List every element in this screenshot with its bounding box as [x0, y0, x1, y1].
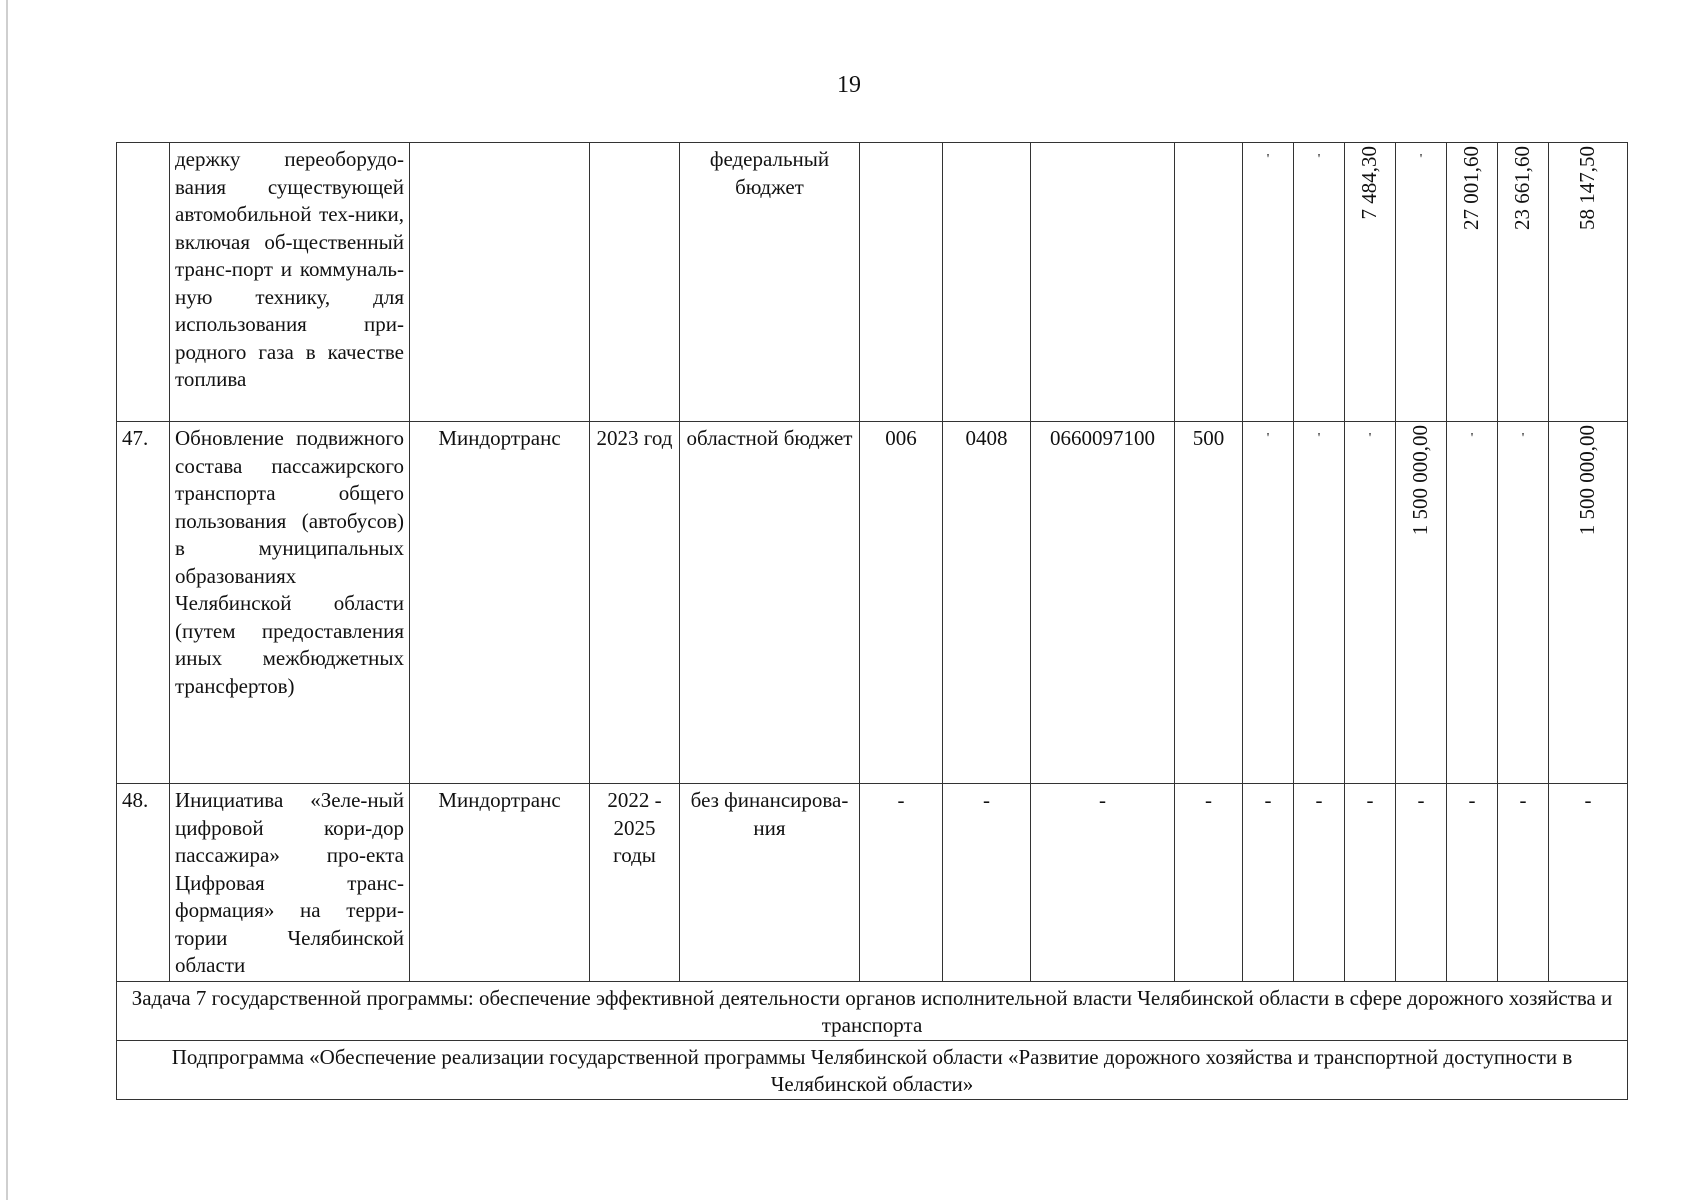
row-csr-code — [1031, 143, 1175, 422]
row-value-2022: - — [1345, 784, 1396, 982]
row-value-2025: ' — [1498, 422, 1549, 784]
row-value-2023: 1 500 000,00 — [1408, 425, 1433, 536]
row-total: 58 147,50 — [1575, 146, 1600, 230]
row-value-2021: - — [1294, 784, 1345, 982]
row-value-2022-cell — [1345, 143, 1396, 422]
row-value-2025: 23 661,60 — [1510, 146, 1535, 230]
row-vr-code — [1175, 143, 1243, 422]
row-period: 2023 год — [590, 422, 680, 784]
row-number — [117, 143, 170, 422]
task-heading: Задача 7 государственной программы: обеспечение эффективной деятельности органов исполнительной власти Челябинской области в сфере дорожного хозяйства и транспорта — [117, 982, 1628, 1041]
row-value-2024-cell — [1447, 143, 1498, 422]
row-value-2025: - — [1498, 784, 1549, 982]
row-description: Обновление подвижного состава пассажирского транспорта общего пользования (автобусов) в муниципальных образованиях Челябинской области (путем предоставления иных межбюджетных трансфертов) — [170, 422, 410, 784]
row-description: Инициатива «Зеле-ный цифровой кори-дор пассажира» про-екта Цифровая транс-формация» на терри-тории Челябинской области — [170, 784, 410, 982]
row-csr-code: 0660097100 — [1031, 422, 1175, 784]
row-value-2023: - — [1396, 784, 1447, 982]
row-description: держку переоборудо-вания существующей автомобильной тех-ники, включая об-щественный транс-порт и коммуналь-ную технику, для использования при-родного газа в качестве топлива — [170, 143, 410, 422]
row-number: 47. — [117, 422, 170, 784]
row-grbs-code — [860, 143, 943, 422]
row-funding-source: без финансирова-ния — [680, 784, 860, 982]
row-value-2020: ' — [1243, 143, 1294, 422]
table-row — [117, 784, 1628, 982]
row-value-2024: 27 001,60 — [1459, 146, 1484, 230]
row-value-2023: ' — [1396, 143, 1447, 422]
row-total: - — [1549, 784, 1628, 982]
row-funding-source: областной бюджет — [680, 422, 860, 784]
row-total-cell — [1549, 143, 1628, 422]
table-row — [117, 422, 1628, 784]
row-vr-code: 500 — [1175, 422, 1243, 784]
row-value-2022: ' — [1345, 422, 1396, 784]
subprogram-row — [117, 1041, 1628, 1100]
row-rzpr-code — [943, 143, 1031, 422]
program-table — [116, 142, 1628, 1100]
scan-edge-line — [6, 0, 8, 1200]
row-value-2020: - — [1243, 784, 1294, 982]
row-period: 2022 - 2025 годы — [590, 784, 680, 982]
row-value-2021: ' — [1294, 143, 1345, 422]
row-rzpr-code: - — [943, 784, 1031, 982]
row-value-2021: ' — [1294, 422, 1345, 784]
row-grbs-code: - — [860, 784, 943, 982]
row-total-cell — [1549, 422, 1628, 784]
row-value-2020: ' — [1243, 422, 1294, 784]
row-csr-code: - — [1031, 784, 1175, 982]
row-value-2024: - — [1447, 784, 1498, 982]
row-funding-source: федеральный бюджет — [680, 143, 860, 422]
row-grbs-code: 006 — [860, 422, 943, 784]
table-row — [117, 143, 1628, 422]
task-row — [117, 982, 1628, 1041]
row-value-2022: 7 484,30 — [1357, 146, 1382, 220]
row-number: 48. — [117, 784, 170, 982]
row-value-2025-cell — [1498, 143, 1549, 422]
row-executor: Миндортранс — [410, 422, 590, 784]
row-value-2024: ' — [1447, 422, 1498, 784]
row-rzpr-code: 0408 — [943, 422, 1031, 784]
row-vr-code: - — [1175, 784, 1243, 982]
row-period — [590, 143, 680, 422]
page-number: 19 — [837, 72, 861, 98]
row-total: 1 500 000,00 — [1575, 425, 1600, 536]
row-executor: Миндортранс — [410, 784, 590, 982]
row-executor — [410, 143, 590, 422]
subprogram-heading: Подпрограмма «Обеспечение реализации государственной программы Челябинской области «Развитие дорожного хозяйства и транспортной доступности в Челябинской области» — [117, 1041, 1628, 1100]
row-value-2023-cell — [1396, 422, 1447, 784]
